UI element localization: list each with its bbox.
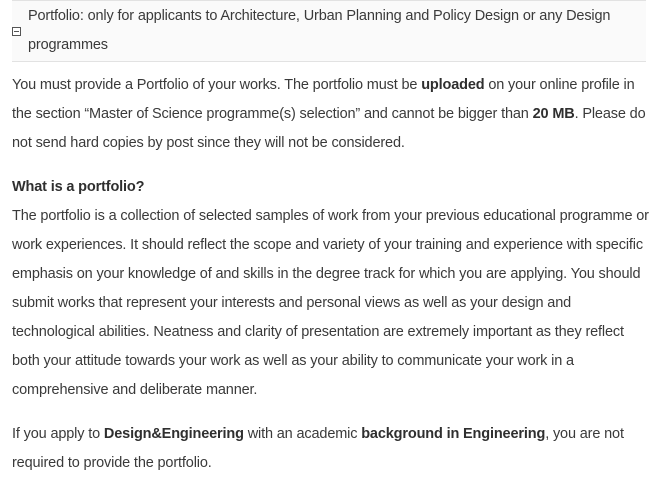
what-is-portfolio-body: The portfolio is a collection of selected samples of work from your previous educational programme or work experiences. It should reflect the scope and variety of your training and experience with specific emphasis on your knowledge of and skills in the degree track for which you are applying. You should submit works that represent your interests and personal views as well as your design and technological abilities. Neatness and clarity of presentation are extremely important as they reflect both your attitude towards your work as well as your ability to communicate your work in a comprehensive and deliberate manner. — [12, 208, 649, 398]
intro-text-1: You must provide a Portfolio of your works. The portfolio must be — [12, 77, 422, 93]
what-is-portfolio-heading: What is a portfolio? — [12, 179, 145, 195]
exception-bold-programme: Design&Engineering — [103, 426, 244, 442]
accordion-title: Portfolio: only for applicants to Architecture, Urban Planning and Policy Design or any Design programmes — [28, 8, 611, 53]
exception-bold-background: background in Engineering — [361, 426, 546, 442]
exception-text-3: , you are not required to provide the portfolio. — [12, 426, 624, 471]
exception-paragraph — [12, 420, 652, 478]
portfolio-accordion-header[interactable] — [12, 0, 646, 62]
intro-paragraph — [12, 71, 652, 158]
intro-bold-size: 20 MB — [532, 106, 575, 122]
intro-text-3: . Please do not send hard copies by post since they will not be considered. — [12, 106, 646, 151]
accordion-content — [12, 62, 652, 478]
intro-text-2: on your online profile in the section “Master of Science programme(s) selection” and cannot be bigger than — [12, 77, 635, 122]
exception-text-2: with an academic — [243, 426, 362, 442]
exception-text-1: If you apply to — [12, 426, 104, 442]
intro-bold-uploaded: uploaded — [421, 77, 485, 93]
collapse-minus-icon[interactable] — [12, 27, 21, 36]
